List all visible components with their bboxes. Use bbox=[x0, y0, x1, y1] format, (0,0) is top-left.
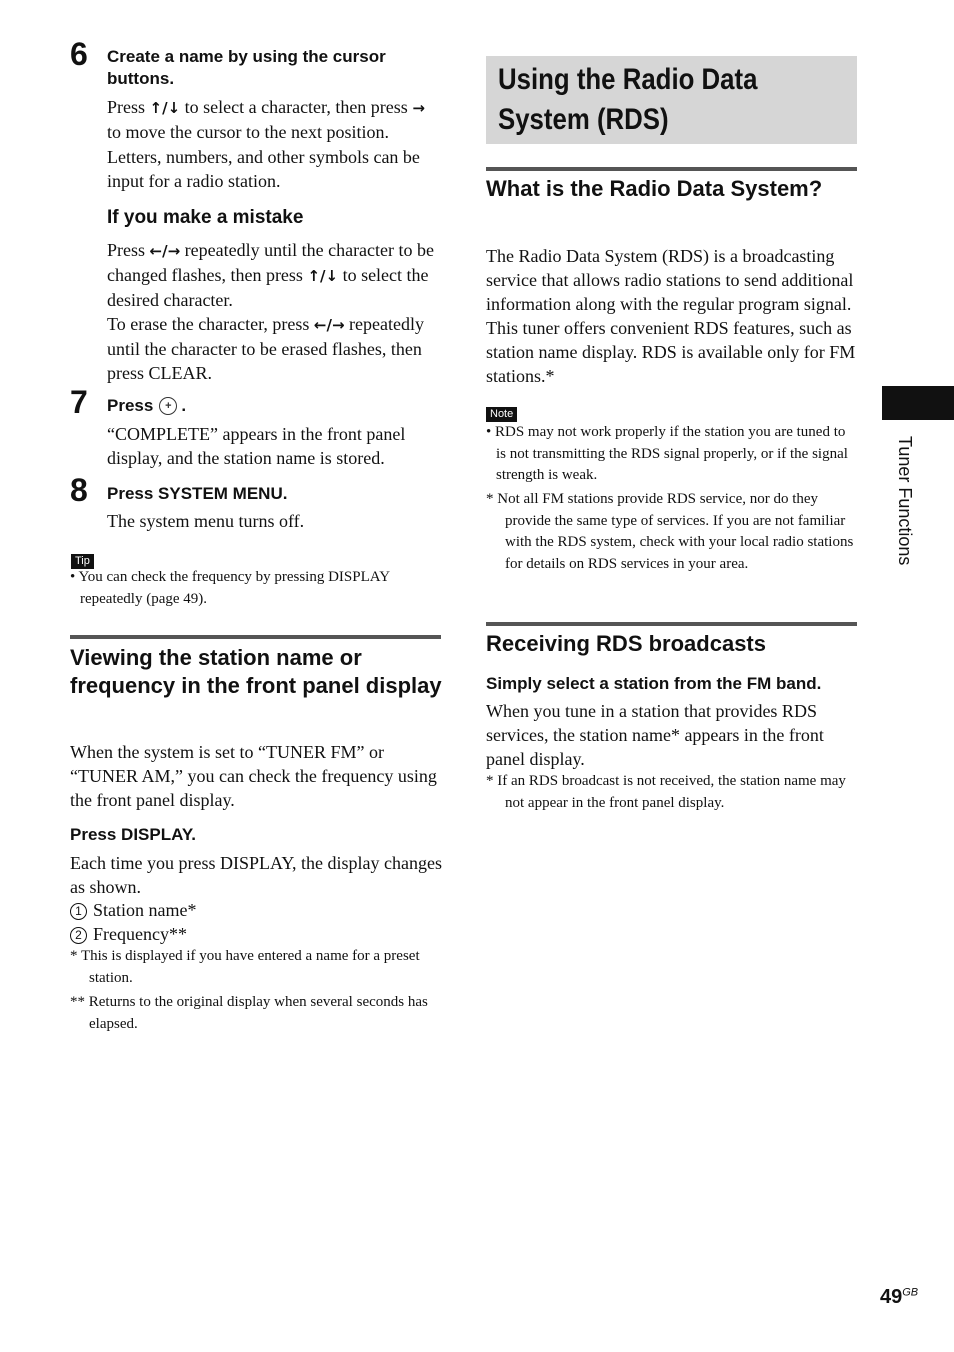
up-down-arrow-icon: ↑/↓ bbox=[307, 267, 339, 285]
footnote: * If an RDS broadcast is not received, the station name may not appear in the front panel display. bbox=[486, 773, 846, 811]
left-right-arrow-icon: ←/→ bbox=[149, 242, 181, 260]
section-rule bbox=[70, 635, 441, 639]
chapter-tab-label: Tuner Functions bbox=[895, 436, 915, 566]
section-heading: Viewing the station name or frequency in the front panel display bbox=[70, 645, 442, 698]
instruction: Simply select a station from the FM band. bbox=[486, 674, 822, 693]
step-title: Press+ . bbox=[107, 395, 186, 417]
paragraph: The Radio Data System (RDS) is a broadcasting service that allows radio stations to send additional information along with the regular program signal. This tuner offers convenient RDS features, such as station name display. RDS is available only for FM stations.* bbox=[486, 246, 856, 386]
page-suffix: GB bbox=[902, 1286, 919, 1299]
section-heading: Receiving RDS broadcasts bbox=[486, 631, 766, 656]
list-item: 1 Station name* bbox=[70, 898, 196, 922]
subheading: If you make a mistake bbox=[107, 207, 304, 228]
paragraph: When the system is set to “TUNER FM” or “TUNER AM,” you can check the frequency using the front panel display. bbox=[70, 742, 437, 810]
paragraph: To erase the character, press ←/→ repeatedly until the character to be erased flashes, then press CLEAR. bbox=[107, 314, 424, 383]
left-right-arrow-icon: ←/→ bbox=[313, 316, 345, 334]
page-number: $49^{GB}$ bbox=[880, 1286, 919, 1308]
step-title: Create a name by using the cursor buttons. bbox=[107, 47, 386, 88]
tip-text: • You can check the frequency by pressing DISPLAY repeatedly (page 49). bbox=[70, 569, 390, 607]
circled-number-1: 1 bbox=[70, 903, 87, 920]
chapter-banner bbox=[486, 56, 857, 144]
step-number: 7 bbox=[70, 384, 88, 420]
step-text: “COMPLETE” appears in the front panel display, and the station name is stored. bbox=[107, 424, 406, 468]
note-footnote: * Not all FM stations provide RDS service, nor do they provide the same type of services. If you are not familiar with the RDS system, check with your local radio stations for details on RDS services in your area. bbox=[486, 491, 854, 572]
step-text: The system menu turns off. bbox=[107, 511, 305, 531]
chapter-tab bbox=[882, 386, 954, 420]
tip-badge: Tip bbox=[71, 554, 94, 569]
paragraph: Each time you press DISPLAY, the display changes as shown. bbox=[70, 853, 442, 897]
step-text: Letters, numbers, and other symbols can be input for a radio station. bbox=[107, 147, 420, 191]
footnote: ** Returns to the original display when several seconds has elapsed. bbox=[70, 994, 428, 1032]
list-item: 2 Frequency** bbox=[70, 922, 187, 946]
paragraph: When you tune in a station that provides RDS services, the station name* appears in the front panel display. bbox=[486, 701, 824, 769]
step-text: Press ↑/↓ to select a character, then press → to move the cursor to the next position. bbox=[107, 97, 425, 142]
section-rule bbox=[486, 622, 857, 626]
instruction: Press DISPLAY. bbox=[70, 825, 196, 844]
note-badge: Note bbox=[486, 407, 517, 422]
step-title: Press SYSTEM MENU. bbox=[107, 484, 288, 503]
step-number: 8 bbox=[70, 472, 88, 508]
circled-number-2: 2 bbox=[70, 927, 87, 944]
section-heading: What is the Radio Data System? bbox=[486, 176, 823, 201]
step-number: 6 bbox=[70, 36, 88, 72]
chapter-title: Using the Radio Data System (RDS) bbox=[498, 63, 758, 136]
up-down-arrow-icon: ↑/↓ bbox=[149, 99, 181, 117]
enter-button-icon bbox=[159, 397, 177, 415]
right-arrow-icon: → bbox=[412, 99, 425, 117]
footnote: * This is displayed if you have entered a name for a preset station. bbox=[70, 948, 420, 986]
section-rule bbox=[486, 167, 857, 171]
note-text: • RDS may not work properly if the station you are tuned to is not transmitting the RDS signal properly, or if the signal strength is weak. bbox=[486, 424, 848, 483]
paragraph: Press ←/→ repeatedly until the character to be changed flashes, then press ↑/↓ to select the desired character. bbox=[107, 240, 435, 310]
